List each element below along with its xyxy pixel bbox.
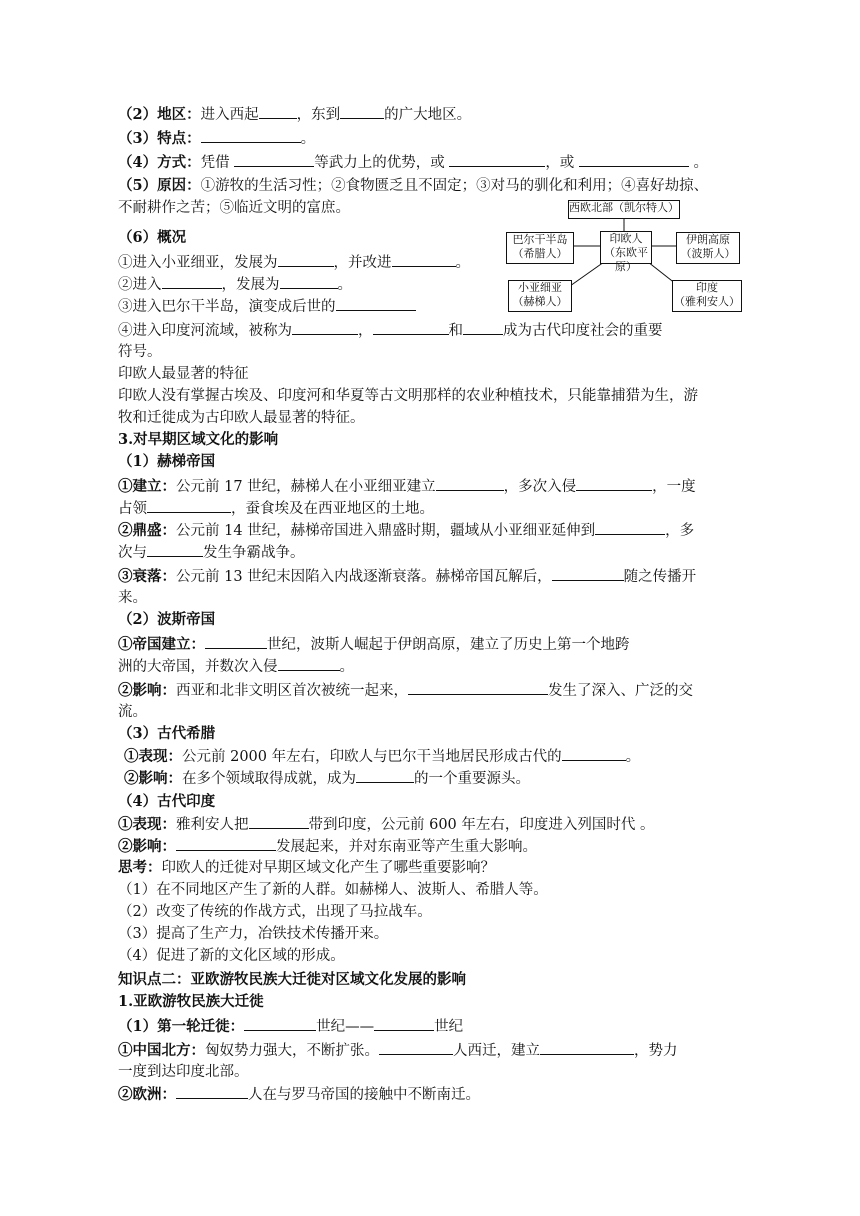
blank[interactable] [552,566,624,581]
blank[interactable] [595,520,665,535]
blank[interactable] [201,128,301,143]
subheading: （2）波斯帝国 [118,611,216,628]
item-label: （4）方式： [118,154,201,171]
text: 公元前 14 世纪，赫梯帝国进入鼎盛时期，疆域从小亚细亚延伸到 [176,523,596,539]
node-balkans: 巴尔干半岛 （希腊人） [506,232,574,264]
item-label: ②欧洲： [118,1086,176,1103]
line-persia-impact [118,680,693,701]
text: 。 [625,749,641,765]
text: 发生了深入、广泛的交 [548,683,693,699]
blank[interactable] [340,104,384,119]
item-label: ②影响： [118,682,176,699]
text: 占领 [118,501,147,517]
line-europe [118,1084,480,1105]
line-think [118,858,495,878]
blank[interactable] [234,152,314,167]
node-asia-minor: 小亚细亚 （赫梯人） [508,280,572,312]
line-reason [118,176,708,196]
line-hittite-founding-2 [118,498,434,519]
blank[interactable] [176,836,276,851]
text-line: （4）促进了新的文化区域的形成。 [118,948,345,964]
line-overview-4 [118,320,663,341]
blank[interactable] [278,656,340,671]
text: 进入西起 [200,107,259,123]
subheading: （1）赫梯帝国 [118,453,216,470]
text: ，多 [665,523,695,539]
text-line: 一度到达印度北部。 [118,1064,249,1080]
section-heading: 1.亚欧游牧民族大迁徙 [118,993,264,1010]
item-label: ①中国北方： [118,1042,205,1059]
text: 。 [339,659,354,675]
text: 带到印度，公元前 600 年左右，印度进入列国时代 。 [308,817,655,833]
text: ①游牧的生活习性；②食物匮乏且不固定；③对马的驯化和利用；④喜好劫掠、 [200,178,709,194]
text: ，东到 [296,107,341,123]
text: 世纪，波斯人崛起于伊朗高原，建立了历史上第一个地跨 [267,637,630,653]
text: 在多个领域取得成就，成为 [182,771,356,787]
text: 和 [448,323,463,339]
text: ①进入小亚细亚，发展为 [118,255,278,271]
node-india: 印度 （雅利安人） [672,280,742,312]
blank[interactable] [379,1040,453,1055]
text: 印欧人的迁徙对早期区域文化产生了哪些重要影响？ [161,860,495,876]
text: 西亚和北非文明区首次被统一起来， [176,683,408,699]
text: 雅利安人把 [176,817,249,833]
item-label: ③衰落： [118,568,176,585]
item-label: ①表现： [124,748,182,765]
text: 的广大地区。 [384,107,472,123]
item-label: ①帝国建立： [118,636,205,653]
line-hittite-decline [118,566,696,587]
text-line: 符号。 [118,344,162,360]
section-heading: 3.对早期区域文化的影响 [118,431,279,448]
line-first-migration [118,1016,463,1037]
text: 。 [688,155,709,171]
item-label: ②影响： [124,770,182,787]
node-center-indo-europeans: 印欧人 （东欧平原） [600,231,652,264]
text: 发展起来，并对东南亚等产生重大影响。 [276,839,537,855]
blank[interactable] [373,320,449,335]
text-line: 不耐耕作之苦；⑤临近文明的富庶。 [118,200,350,216]
item-label: ①表现： [118,816,176,833]
text: ，或 [545,155,579,171]
blank[interactable] [562,746,626,761]
text: 世纪—— [316,1019,375,1035]
line-region [118,104,471,125]
blank[interactable] [374,1016,434,1031]
text: ④进入印度河流域，被称为 [118,323,292,339]
item-label: （3）特点： [118,130,201,147]
text: 随之传播开 [623,569,697,585]
text: 洲的大帝国，并数次入侵 [118,659,278,675]
node-western-europe: 西欧北部（凯尔特人） [568,200,680,219]
blank[interactable] [205,634,267,649]
line-method [118,152,708,173]
section-heading: 知识点二：亚欧游牧民族大迁徙对区域文化发展的影响 [118,971,466,988]
text: 。 [300,131,316,147]
text: 人在与罗马帝国的接触中不断南迁。 [248,1087,480,1103]
line-hittite-peak [118,520,694,541]
item-label: 思考： [118,859,162,876]
line-persia-founding [118,634,630,655]
node-iranian-plateau: 伊朗高原 （波斯人） [676,232,740,264]
text-line: 来。 [118,590,147,606]
blank[interactable] [540,1040,634,1055]
blank[interactable] [356,768,414,783]
blank[interactable] [463,320,503,335]
subheading: （6）概况 [118,229,187,246]
text: ，多次入侵 [503,479,577,495]
item-label: ②鼎盛： [118,522,176,539]
line-overview-2 [118,274,352,295]
text: 公元前 2000 年左右，印欧人与巴尔干当地居民形成古代的 [182,749,562,765]
blank[interactable] [292,320,358,335]
text: ，并改进 [333,255,392,271]
text-line: （3）提高了生产力，冶铁技术传播开来。 [118,926,389,942]
line-greece-performance [124,746,640,767]
text-line: 流。 [118,704,147,720]
text: 。 [337,277,352,293]
blank[interactable] [162,274,222,289]
text-line: 牧和迁徙成为古印欧人最显著的特征。 [118,410,365,426]
item-label: ①建立： [118,478,176,495]
line-overview-1 [118,252,470,273]
blank[interactable] [392,252,456,267]
connector-bottom-left [570,262,604,286]
subheading: （3）古代希腊 [118,725,216,742]
blank[interactable] [249,814,309,829]
text: ，一度 [652,479,696,495]
text: 次与 [118,545,147,561]
text-line: 印欧人没有掌握古埃及、印度河和华夏等古文明那样的农业种植技术，只能靠捕猎为生，游 [118,388,698,404]
text: 人西迁，建立 [453,1043,540,1059]
text: 公元前 13 世纪末因陷入内战逐渐衰落。赫梯帝国瓦解后， [176,569,552,585]
blank[interactable] [278,252,334,267]
text: 公元前 17 世纪，赫梯人在小亚细亚建立 [176,479,436,495]
blank[interactable] [579,152,689,167]
blank[interactable] [449,152,545,167]
blank[interactable] [280,274,338,289]
blank[interactable] [576,476,652,491]
text: 世纪 [434,1019,464,1035]
blank[interactable] [244,1016,316,1031]
text: 。 [455,255,470,271]
text: ，发展为 [221,277,280,293]
line-hittite-founding [118,476,696,497]
text: ，蚕食埃及在西亚地区的土地。 [231,501,434,517]
migration-diagram [500,196,750,316]
line-india-impact [118,836,537,857]
line-india-performance [118,814,655,835]
line-persia-founding-2 [118,656,354,677]
blank[interactable] [176,1084,248,1099]
line-feature [118,128,315,149]
text: 等武力上的优势，或 [314,155,450,171]
blank[interactable] [408,680,548,695]
item-label: （1）第一轮迁徙： [118,1018,245,1035]
text: 发生争霸战争。 [203,545,305,561]
text-line: 印欧人最显著的特征 [118,366,249,382]
line-greece-impact [124,768,530,789]
blank[interactable] [336,296,416,311]
line-overview-3 [118,296,416,317]
line-hittite-peak-2 [118,542,305,563]
blank[interactable] [436,476,504,491]
text-line: （2）改变了传统的作战方式，出现了马拉战车。 [118,904,432,920]
item-label: ②影响： [118,838,176,855]
item-label: （5）原因： [118,177,201,194]
text: ， [358,323,373,339]
text: ③进入巴尔干半岛，演变成后世的 [118,299,336,315]
text: ②进入 [118,277,162,293]
text: 的一个重要源头。 [414,771,530,787]
item-label: （2）地区： [118,106,201,123]
blank[interactable] [259,104,297,119]
subheading: （4）古代印度 [118,793,216,810]
text: 凭借 [200,155,235,171]
text: 匈奴势力强大，不断扩张。 [205,1043,379,1059]
text-line: （1）在不同地区产生了新的人群。如赫梯人、波斯人、希腊人等。 [118,882,548,898]
text: 成为古代印度社会的重要 [503,323,663,339]
line-north-china [118,1040,678,1061]
text: ，势力 [634,1043,678,1059]
blank[interactable] [147,542,203,557]
blank[interactable] [147,498,231,513]
